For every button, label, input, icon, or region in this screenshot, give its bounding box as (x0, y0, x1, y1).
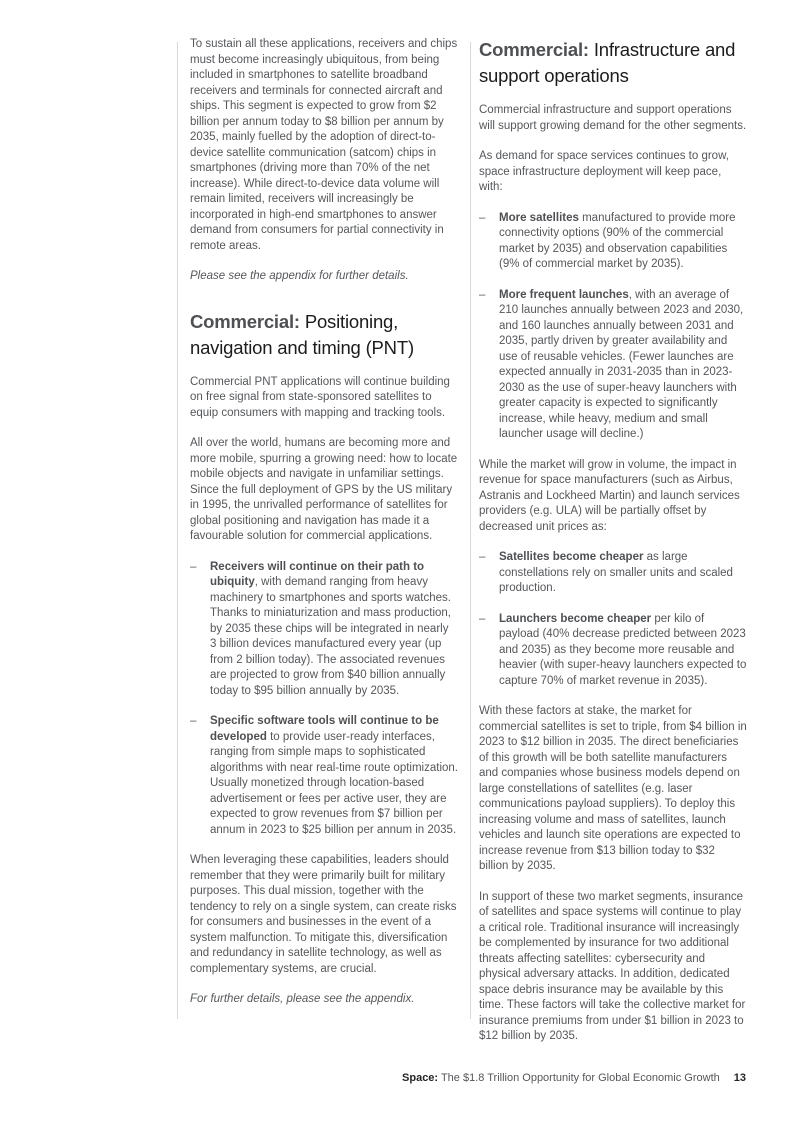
body-paragraph: In support of these two market segments, insurance of satellites and space systems will continue to play a critical role. Traditional insurance will increasingly be complemented by insurance for two additional threats affecting satellites: cybersecurity and physical adversary attacks. In addition, dedicated space debris insurance may be available by this time. These factors will take the collective market for insurance premiums from under $1 billion in 2023 to $12 billion by 2035. (479, 890, 746, 1042)
appendix-note: For further details, please see the appendix. (190, 993, 415, 1005)
body-paragraph: With these factors at stake, the market for commercial satellites is set to triple, from $4 billion in 2023 to $12 billion in 2035. The direct beneficiaries of this growth will be both satellite manufacturers and companies whose business models depend on large constellations of satellites (e.g. laser communications payload suppliers). To deploy this increasing volume and mass of satellites, launch vehicles and launch site operations are expected to increase revenue from $13 billion today to $32 billion by 2035. (479, 705, 747, 872)
footer (402, 1071, 746, 1085)
body-paragraph: When leveraging these capabilities, leaders should remember that they were primarily built for military purposes. This dual mission, together with the tendency to rely on a single system, can create risks for consumers and businesses in the event of a system malfunction. To mitigate this, diversification and redundancy in satellite technology, as well as complementary systems, are crucial. (190, 854, 457, 975)
bullet-dash-icon: – (479, 551, 486, 563)
appendix-note: Please see the appendix for further details. (190, 270, 409, 282)
column-rule-middle (470, 42, 471, 1019)
list-item-lead: Receivers will continue on their path to ubiquity (210, 560, 425, 588)
list-item: – Launchers become cheaper per kilo of payload (40% decrease predicted between 2023 and 2035) as they become more reusable and heavier (with super-heavy launchers expected to capture 70% of market revenue in 2035). (479, 612, 747, 687)
column-rule-left (177, 42, 178, 1019)
body-paragraph: As demand for space services continues to grow, space infrastructure deployment will keep pace, with: (479, 150, 729, 193)
list-item-lead: More satellites (499, 211, 579, 224)
body-paragraph: While the market will grow in volume, the impact in revenue for space manufacturers (such as Airbus, Astranis and Lockheed Martin) and launch services providers (e.g. ULA) will be partially offset by decreased unit prices as: (479, 458, 740, 533)
list-item-lead: Launchers become cheaper (499, 612, 652, 625)
left-column (190, 37, 458, 1023)
body-paragraph: To sustain all these applications, receivers and chips must become increasingly ubiquitous, from being included in smartphones to satellite broadband receivers and terminals for connected aircraft and ships. This segment is expected to grow from $2 billion per annum today to $8 billion per annum by 2035, mainly fuelled by the adoption of direct-to-device satellite communication (satcom) chips in smartphones (driving more than 70% of the net increase). While direct-to-device data volume will remain limited, receivers will increasingly be incorporated in high-end smartphones to answer demand from consumers for partial connectivity in remote areas. (190, 38, 458, 252)
list-item-lead: More frequent launches (499, 288, 629, 301)
section-heading: Commercial: Infrastructure and support operations (479, 39, 736, 86)
footer-report-title-bold: Space: (402, 1072, 439, 1084)
body-paragraph: All over the world, humans are becoming more and more mobile, spurring a growing need: how to locate mobile objects and navigate in unfamiliar settings. Since the full deployment of GPS by the US military in 1995, the unrivalled performance of satellites for global positioning and navigation has made it a favourable solution for commercial applications. (190, 437, 458, 542)
list-item: – More frequent launches, with an average of 210 launches annually between 2023 and 2030, and 160 launches annually between 2031 and 2035, partly driven by greater availability and use of reusable vehicles. (Fewer launches are expected annually in 2031-2035 than in 2023-2030 as the use of super-heavy launchers with greater capacity is expected to significantly increase, while heavy, medium and small launcher usage will decline.) (479, 288, 744, 440)
bullet-dash-icon: – (190, 560, 197, 573)
page-number: 13 (733, 1072, 746, 1084)
right-column (479, 37, 747, 1060)
bullet-dash-icon: – (479, 288, 486, 301)
list-item: – Specific software tools will continue to be developed to provide user-ready interfaces, ranging from simple maps to sophisticated algorithms with near real-time route optimization. Usually monetized through location-based advertisement or fees per active user, they are expected to grow revenues from $7 billion per annum in 2023 to $25 billion per annum in 2035. (190, 715, 458, 836)
section-heading: Commercial: Positioning, navigation and timing (PNT) (190, 310, 414, 358)
bullet-list (190, 560, 458, 839)
body-paragraph: Commercial infrastructure and support operations will support growing demand for the other segments. (479, 104, 747, 132)
list-item: – Satellites become cheaper as large constellations rely on smaller units and scaled production. (479, 551, 733, 594)
bullet-list (479, 550, 747, 689)
section-heading-lead: Commercial: (479, 39, 589, 60)
list-item-lead: Satellites become cheaper (499, 551, 644, 563)
list-item: – More satellites manufactured to provide more connectivity options (90% of the commercial market by 2035) and observation capabilities (9% of commercial market by 2035). (479, 211, 736, 270)
bullet-dash-icon: – (479, 211, 486, 224)
list-item: – Receivers will continue on their path to ubiquity, with demand ranging from heavy machinery to smartphones and sports watches. Thanks to miniaturization and mass production, by 2035 these chips will be integrated in nearly 3 billion devices manufactured every year (up from 2 billion today). The associated revenues are projected to grow from $40 billion annually today to $95 billion annually by 2035. (190, 560, 451, 697)
list-item-lead: Specific software tools will continue to be developed (210, 715, 439, 743)
body-paragraph: Commercial PNT applications will continue building on free signal from state-sponsored satellites to equip consumers with mapping and tracking tools. (190, 375, 450, 419)
footer-report-title-rest: The $1.8 Trillion Opportunity for Global Economic Growth (438, 1072, 720, 1084)
footer-report-title (402, 1071, 720, 1085)
bullet-dash-icon: – (190, 715, 197, 727)
bullet-dash-icon: – (479, 612, 486, 625)
bullet-list (479, 211, 747, 443)
section-heading-lead: Commercial: (190, 310, 300, 332)
